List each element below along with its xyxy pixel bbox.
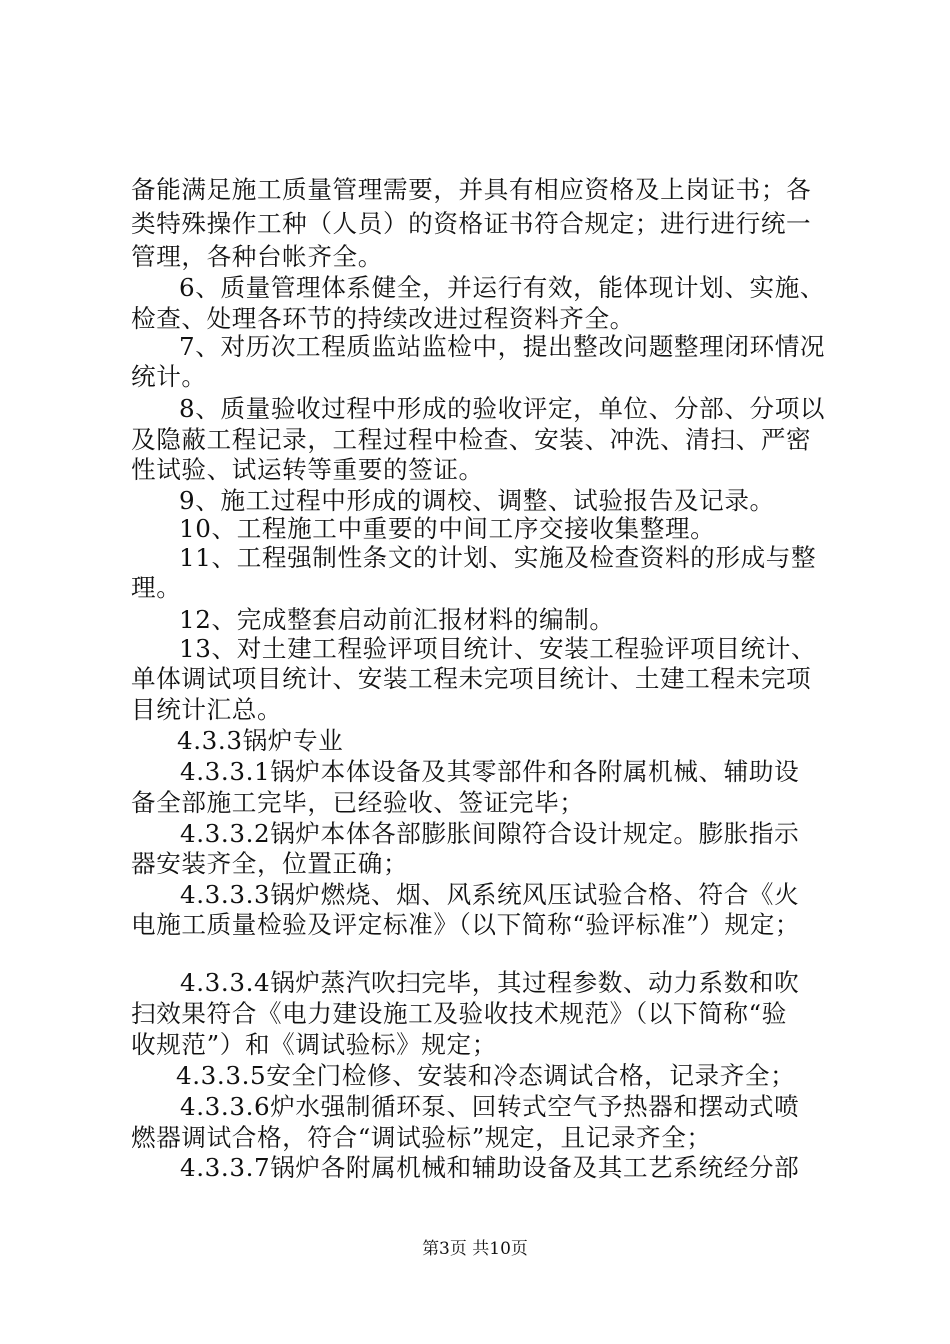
body-line: 11、工程强制性条文的计划、实施及检查资料的形成与整: [179, 543, 817, 572]
body-line: 统计。: [131, 362, 207, 391]
body-line: 燃器调试合格，符合“调试验标”规定，且记录齐全；: [131, 1123, 712, 1152]
body-line: 及隐蔽工程记录，工程过程中检查、安装、冲洗、清扫、严密: [131, 425, 812, 454]
body-line: 类特殊操作工种（人员）的资格证书符合规定；进行进行统一: [131, 209, 812, 238]
body-line: 电施工质量检验及评定标准》（以下简称“验评标准”）规定；: [131, 910, 801, 939]
body-line: 7、对历次工程质监站监检中，提出整改问题整理闭环情况: [179, 332, 826, 361]
body-line: 器安装齐全，位置正确；: [131, 849, 409, 878]
body-line: 4.3.3.5安全门检修、安装和冷态调试合格，记录齐全；: [176, 1061, 796, 1090]
body-line: 目统计汇总。: [131, 695, 283, 724]
body-line: 13、对土建工程验评项目统计、安装工程验评项目统计、: [179, 634, 817, 663]
body-line: 4.3.3.1锅炉本体设备及其零部件和各附属机械、辅助设: [180, 757, 800, 786]
body-line: 性试验、试运转等重要的签证。: [131, 455, 484, 484]
body-line: 单体调试项目统计、安装工程未完项目统计、土建工程未完项: [131, 664, 812, 693]
body-line: 12、完成整套启动前汇报材料的编制。: [179, 605, 615, 634]
body-line: 收规范”）和《调试验标》规定；: [131, 1030, 497, 1059]
body-line: 4.3.3.2锅炉本体各部膨胀间隙符合设计规定。膨胀指示: [180, 819, 800, 848]
body-line: 备能满足施工质量管理需要，并具有相应资格及上岗证书；各: [131, 175, 812, 204]
body-line: 4.3.3.6炉水强制循环泵、回转式空气予热器和摆动式喷: [180, 1092, 800, 1121]
body-line: 9、施工过程中形成的调校、调整、试验报告及记录。: [179, 486, 775, 515]
body-line: 管理，各种台帐齐全。: [131, 242, 383, 271]
body-line: 8、质量验收过程中形成的验收评定，单位、分部、分项以: [179, 394, 826, 423]
body-line: 理。: [131, 573, 182, 602]
body-line: 4.3.3.4锅炉蒸汽吹扫完毕，其过程参数、动力系数和吹: [180, 968, 800, 997]
section-heading: 4.3.3锅炉专业: [177, 726, 344, 755]
body-line: 备全部施工完毕，已经验收、签证完毕；: [131, 788, 585, 817]
body-line: 检查、处理各环节的持续改进过程资料齐全。: [131, 304, 635, 333]
body-line: 扫效果符合《电力建设施工及验收技术规范》（以下简称“验: [131, 999, 787, 1028]
body-line: 4.3.3.3锅炉燃烧、烟、风系统风压试验合格、符合《火: [180, 880, 800, 909]
body-line: 4.3.3.7锅炉各附属机械和辅助设备及其工艺系统经分部: [180, 1153, 800, 1182]
page-number-footer: 第3页 共10页: [422, 1239, 528, 1259]
body-line: 6、质量管理体系健全，并运行有效，能体现计划、实施、: [179, 273, 826, 302]
body-line: 10、工程施工中重要的中间工序交接收集整理。: [179, 514, 716, 543]
